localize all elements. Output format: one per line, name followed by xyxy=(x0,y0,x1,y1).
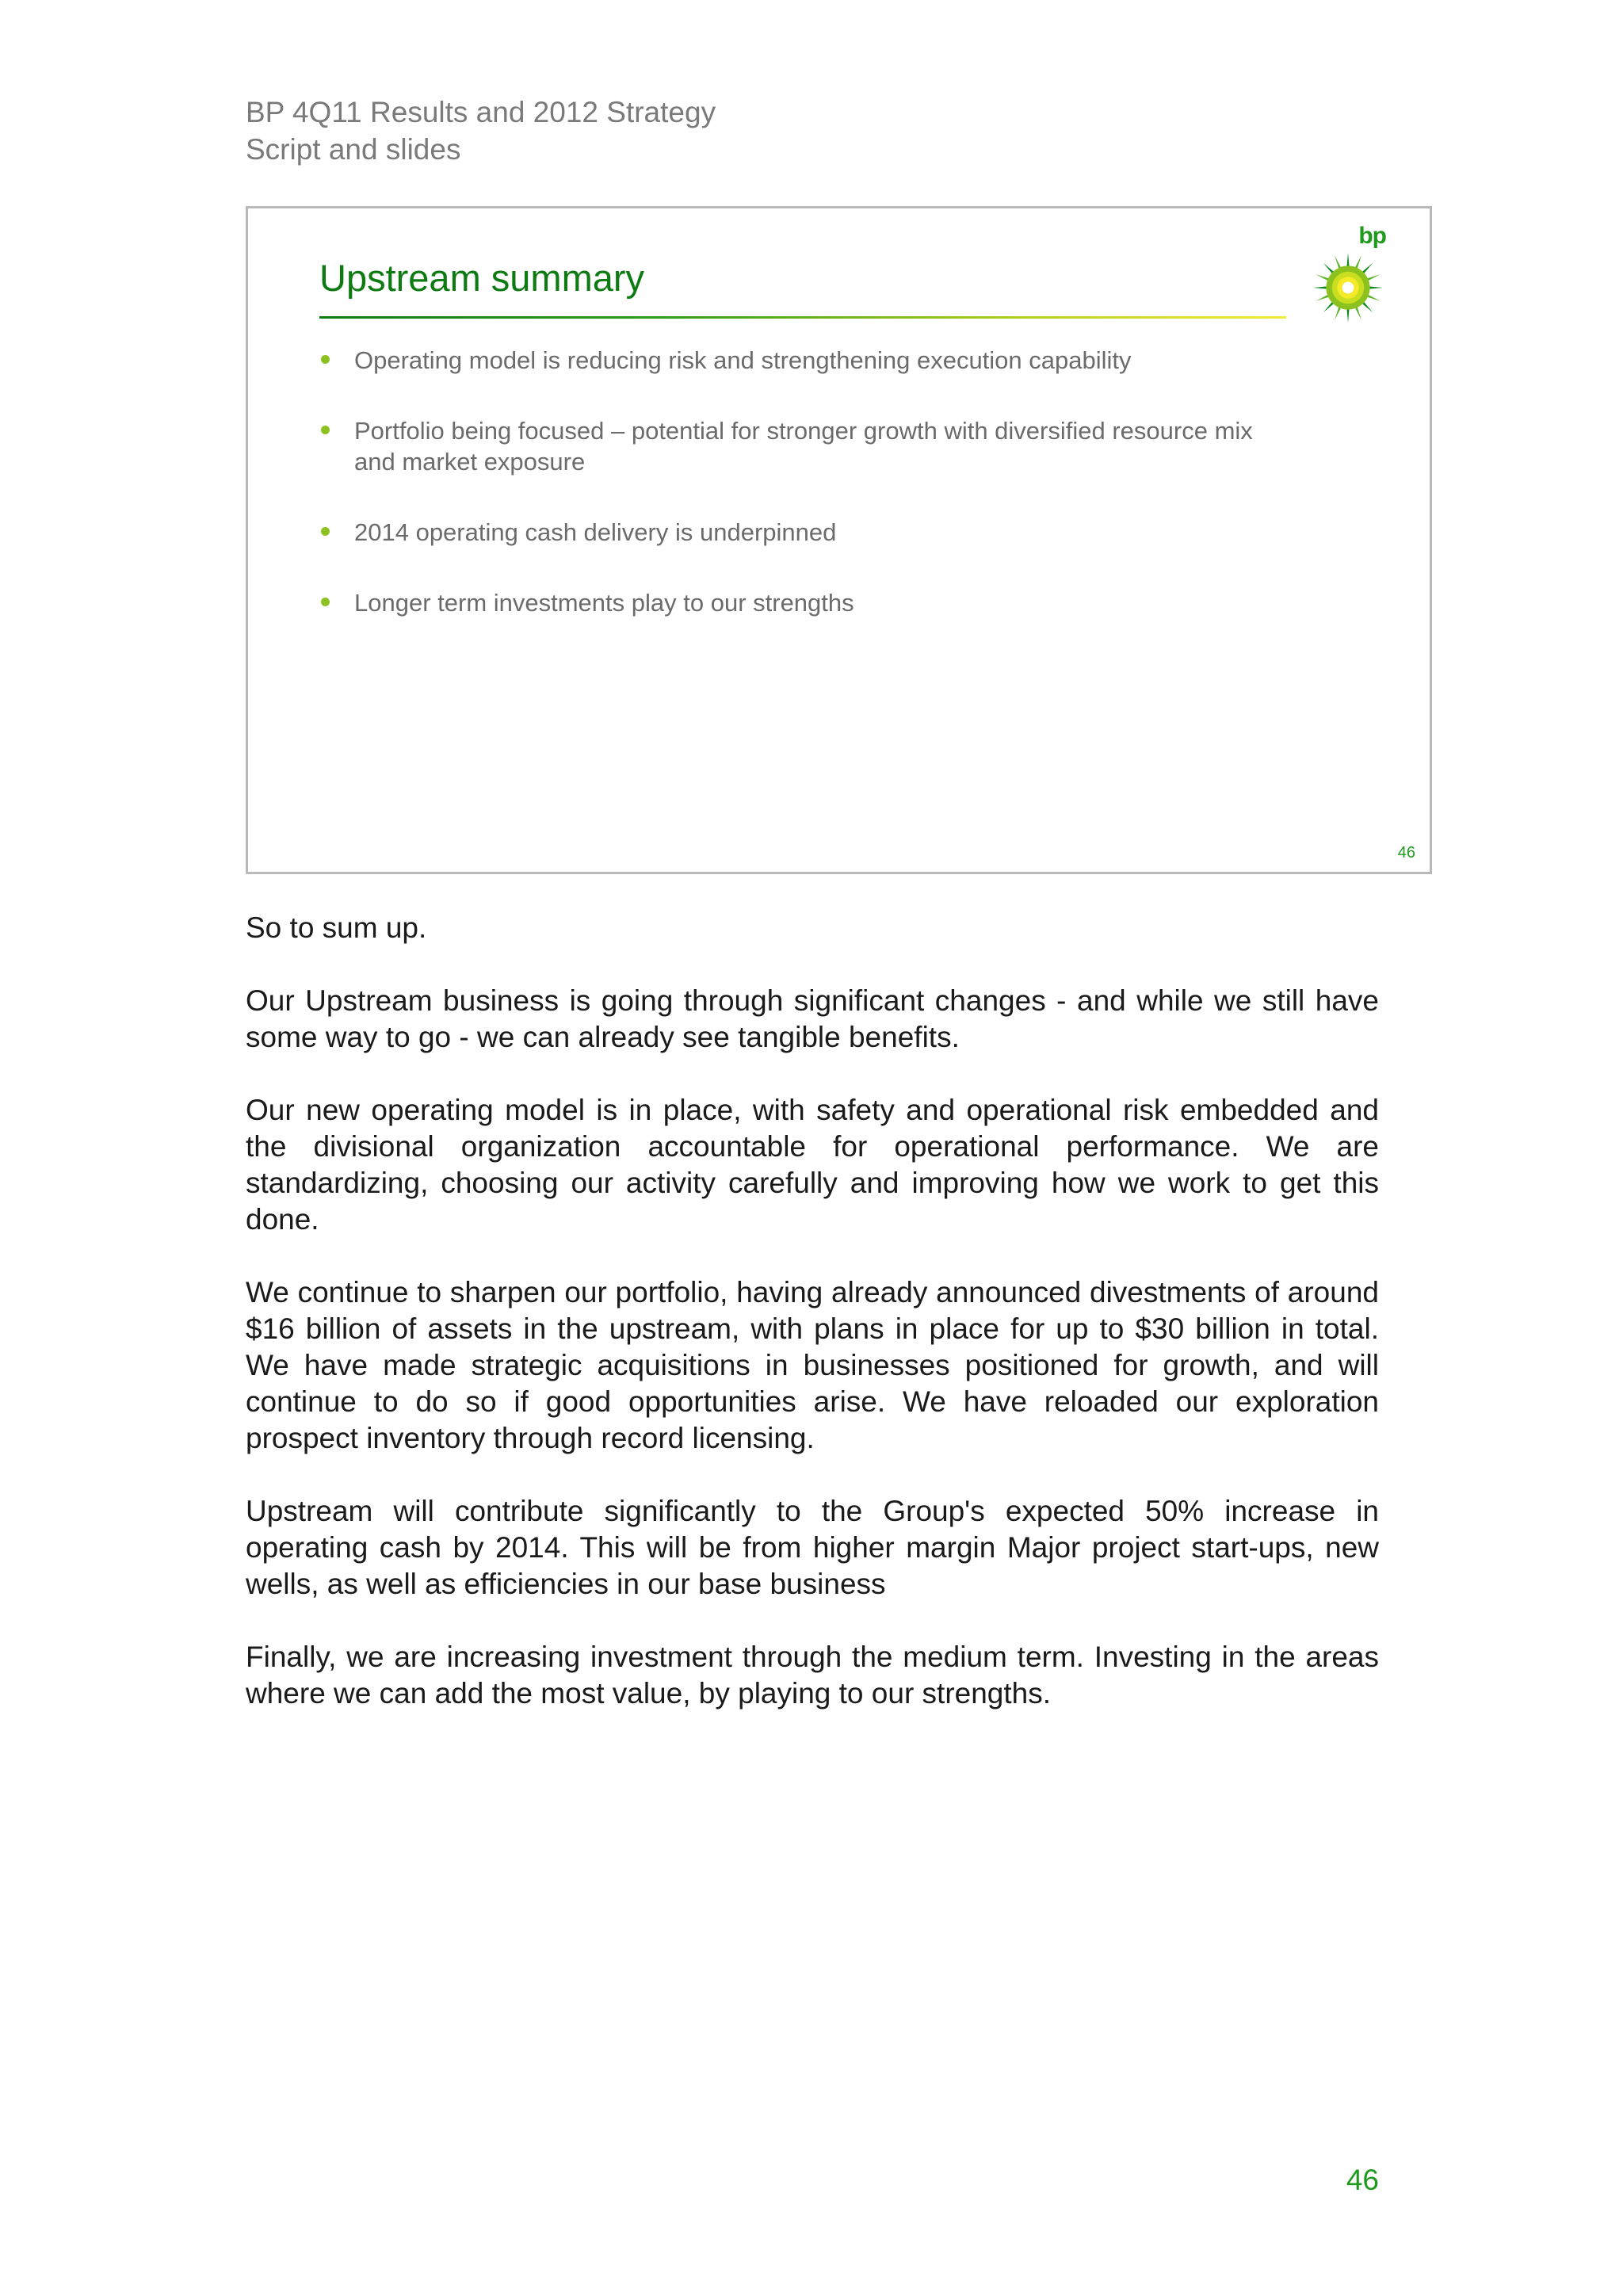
document-subtitle: Script and slides xyxy=(246,133,461,166)
script-body xyxy=(246,910,1379,1748)
slide-bullet xyxy=(319,345,1270,376)
script-paragraph: We continue to sharpen our portfolio, having already announced divestments of around $16 billion of assets in the upstream, with plans in place for up to $30 billion in total. We have made strategic acquisitions in businesses positioned for growth, and will continue to do so if good opportunities arise. We have reloaded our exploration prospect inventory through record licensing. xyxy=(246,1276,1379,1454)
document-title: BP 4Q11 Results and 2012 Strategy xyxy=(246,96,716,128)
bp-helios-logo-icon xyxy=(1312,251,1384,324)
slide-bullet xyxy=(319,415,1270,477)
bullet-dot-icon xyxy=(321,355,330,364)
slide-bullet-text: Portfolio being focused – potential for stronger growth with diversified resource mix and market exposure xyxy=(354,417,1253,476)
bullet-dot-icon xyxy=(321,598,330,606)
slide-number: 46 xyxy=(1397,844,1415,861)
slide-title: Upstream summary xyxy=(319,257,645,299)
slide-title-underline xyxy=(319,316,1286,319)
bp-logo xyxy=(1307,223,1386,326)
bullet-dot-icon xyxy=(321,527,330,536)
slide-bullet-text: Longer term investments play to our strengths xyxy=(354,589,854,617)
slide-bullet-list xyxy=(319,345,1270,658)
slide-bullet xyxy=(319,517,1270,548)
page-number: 46 xyxy=(1346,2164,1379,2196)
script-paragraph: Upstream will contribute significantly to the Group's expected 50% increase in operating cash by 2014. This will be from higher margin Major project start-ups, new wells, as well as efficiencies in our base business xyxy=(246,1495,1379,1600)
slide-bullet xyxy=(319,587,1270,618)
script-paragraph: Finally, we are increasing investment through the medium term. Investing in the areas where we can add the most value, by playing to our strengths. xyxy=(246,1641,1379,1710)
bullet-dot-icon xyxy=(321,426,330,434)
slide-bullet-text: Operating model is reducing risk and strengthening execution capability xyxy=(354,346,1132,374)
document-header xyxy=(246,94,716,168)
slide-bullet-text: 2014 operating cash delivery is underpinned xyxy=(354,518,837,546)
script-paragraph: So to sum up. xyxy=(246,911,427,944)
bp-logo-text: bp xyxy=(1358,223,1386,249)
script-paragraph: Our new operating model is in place, with safety and operational risk embedded and the divisional organization accountable for operational performance. We are standardizing, choosing our activity carefully and improving how we work to get this done. xyxy=(246,1094,1379,1236)
slide-frame xyxy=(246,206,1432,874)
script-paragraph: Our Upstream business is going through significant changes - and while we still have some way to go - we can already see tangible benefits. xyxy=(246,984,1379,1053)
